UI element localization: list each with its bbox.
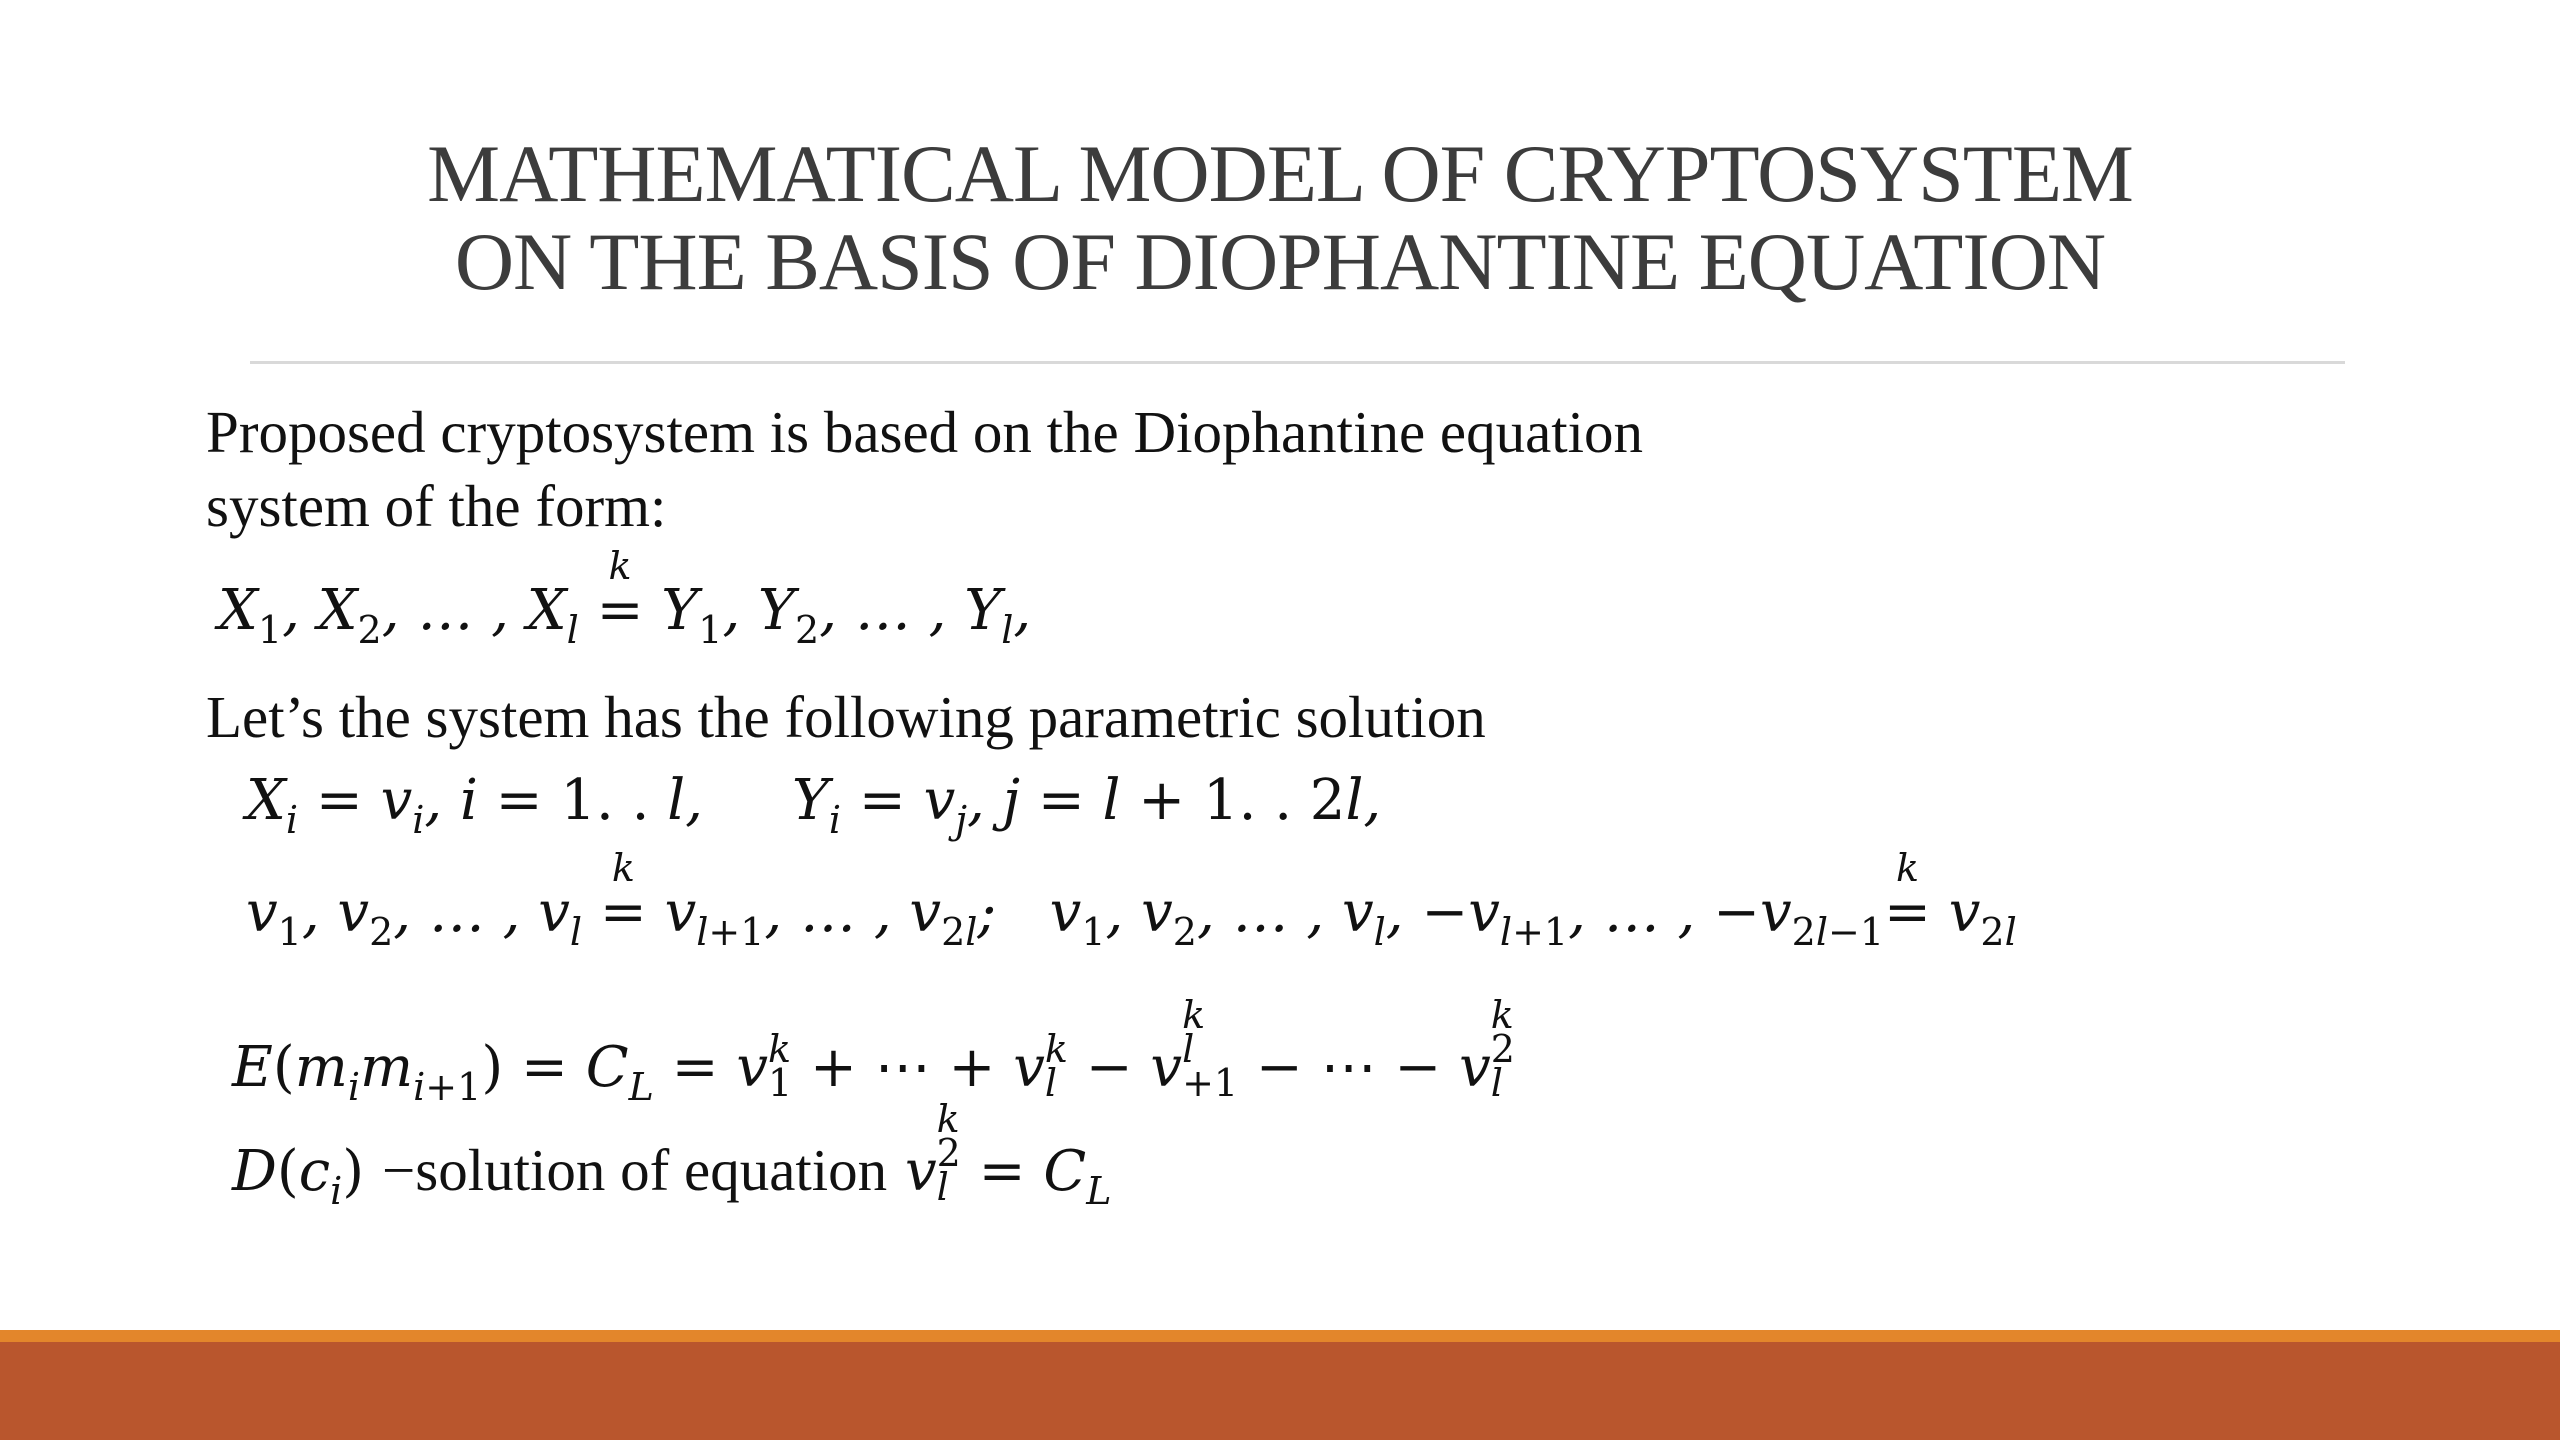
- footer-band: [0, 1342, 2560, 1440]
- title-divider: [250, 361, 2345, 364]
- title-line-1: MATHEMATICAL MODEL OF CRYPTOSYSTEM: [427, 128, 2133, 219]
- decryption-equation: $D(c_i)$ −solution of equation v k 2 l = $C_L$: [232, 1097, 1112, 1213]
- decryption-text: −solution of equation: [381, 1137, 888, 1203]
- intro-paragraph: [206, 395, 1906, 543]
- identity-equation: $v_1$, $v_2$, … , $v_l$ k = $v_{l+1}$, … , $v_{2l}$; $v_1$, $v_2$, … , $v_l$, $-v_{l+1}$, … , $-v_{2l-1}$ k = $v_{2l}$: [246, 846, 2017, 954]
- equation-system: $X_1$, $X_2$, … , $X_l$ k = $Y_1$, $Y_2$, … , $Y_l$,: [218, 544, 1032, 652]
- encryption-equation: $E(m_im_{i+1}) = C_L = v$ k 1 + ⋯ + v k l − v k l +1 − ⋯ − v k 2 l: [232, 993, 1515, 1109]
- slide-title: [0, 130, 2560, 306]
- title-line-2: ON THE BASIS OF DIOPHANTINE EQUATION: [454, 216, 2106, 307]
- intro-line-1: Proposed cryptosystem is based on the Diophantine equation: [206, 399, 1644, 465]
- parametric-solution-text: Let’s the system has the following parametric solution: [206, 684, 1486, 750]
- intro-line-2: system of the form:: [206, 473, 667, 539]
- footer-accent-stripe: [0, 1330, 2560, 1342]
- parametric-solution-equation: $X_i = v_i$, i = 1. . l, $Y_i = v_j$, j = l + 1. . 2l,: [246, 768, 1382, 842]
